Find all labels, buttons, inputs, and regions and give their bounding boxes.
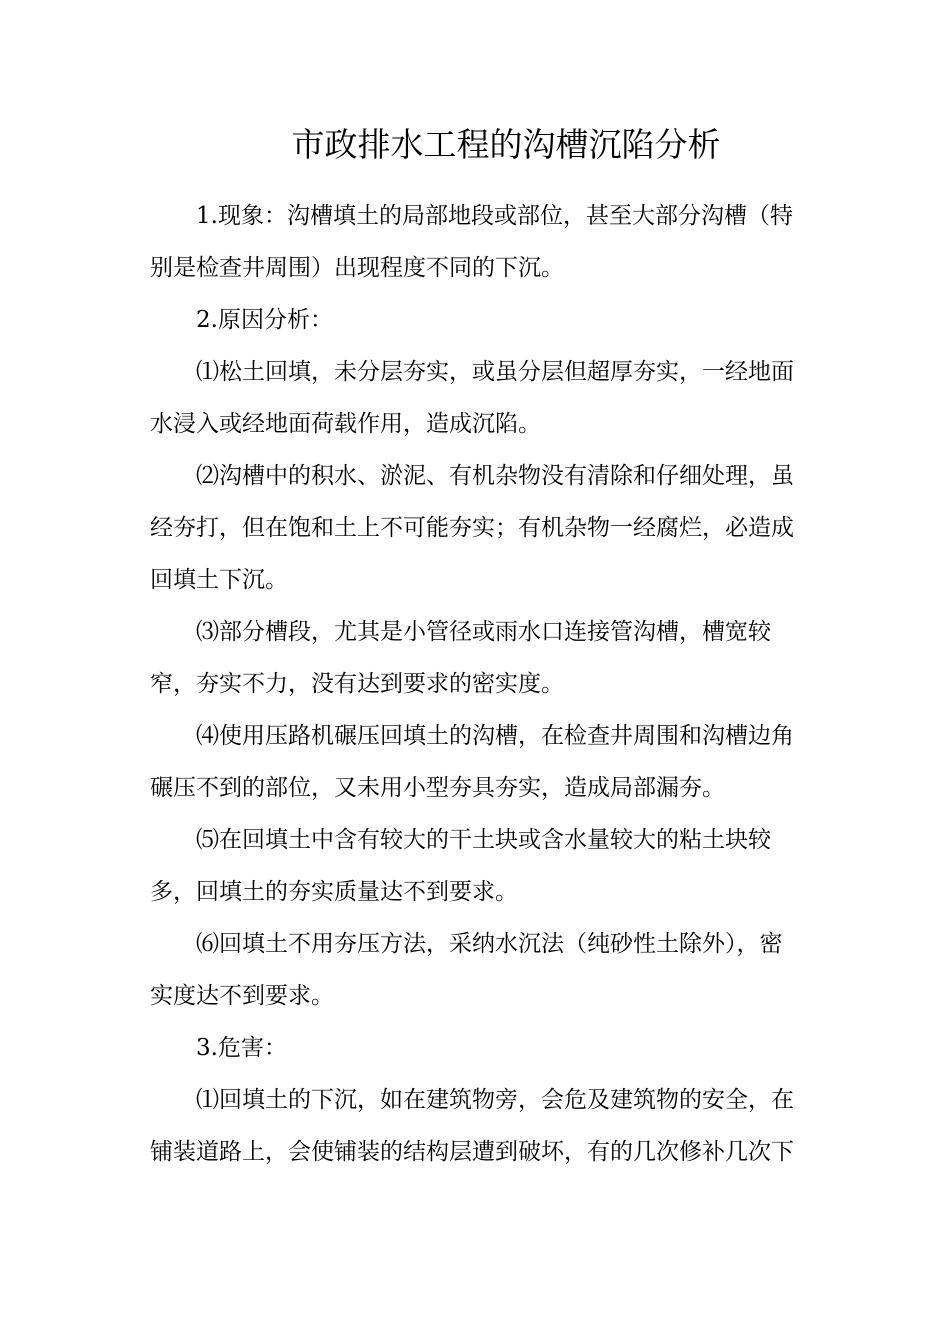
heading-hazards: 3.危害：	[196, 1035, 287, 1061]
paragraph-cause-2: ⑵沟槽中的积水、淤泥、有机杂物没有清除和仔细处理，虽经夯打，但在饱和土上不可能夯实；有机杂物一经腐烂，必造成回填土下沉。	[150, 463, 794, 593]
paragraph-cause-4: ⑷使用压路机碾压回填土的沟槽，在检查井周围和沟槽边角碾压不到的部位，又未用小型夯具夯实，造成局部漏夯。	[150, 723, 794, 801]
document-title: 市政排水工程的沟槽沉陷分析	[291, 125, 721, 164]
paragraph-cause-6: ⑹回填土不用夯压方法，采纳水沉法（纯砂性土除外），密实度达不到要求。	[150, 931, 783, 1009]
paragraph-cause-3: ⑶部分槽段，尤其是小管径或雨水口连接管沟槽，槽宽较窄，夯实不力，没有达到要求的密实度。	[150, 619, 771, 697]
paragraph-hazard-1: ⑴回填土的下沉，如在建筑物旁，会危及建筑物的安全，在铺装道路上，会使铺装的结构层遭到破坏，有的几次修补几次下	[150, 1087, 794, 1165]
heading-cause-analysis: 2.原因分析：	[196, 307, 333, 333]
paragraph-cause-5: ⑸在回填土中含有较大的干土块或含水量较大的粘土块较多，回填土的夯实质量达不到要求。	[150, 827, 771, 905]
paragraph-cause-1: ⑴松土回填，未分层夯实，或虽分层但超厚夯实，一经地面水浸入或经地面荷载作用，造成沉陷。	[150, 359, 794, 437]
document-body	[150, 190, 805, 1178]
paragraph-phenomenon: 1.现象：沟槽填土的局部地段或部位，甚至大部分沟槽（特别是检查井周围）出现程度不同的下沉。	[150, 203, 793, 281]
